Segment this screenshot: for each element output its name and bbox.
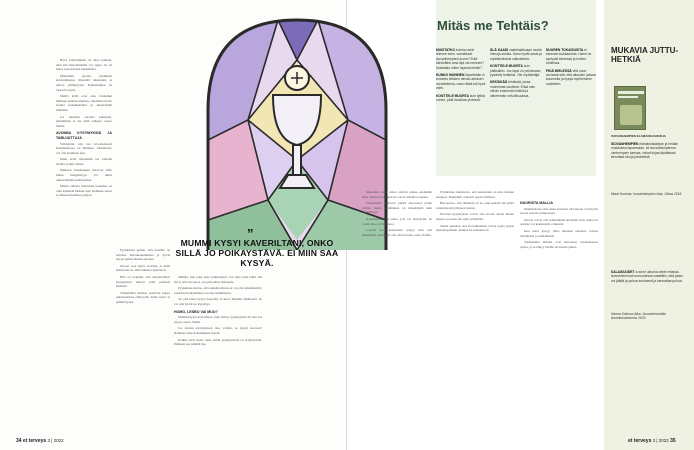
paragraph: Pyykkönen kertoo, että sielunhoidossa ei voi olla kaikkitietävä. Jokainen kohtaaminen on oma maailmansa. — [174, 286, 262, 295]
qa-lead: KONTTELE MUORTA — [436, 93, 469, 98]
qa-text: tehtävää, jossa molemmat nauttivat. Ehkä vain vähän enemmän leikkiä ja vähemmän velvollisuuksia. — [490, 80, 536, 98]
qa-column-3 — [546, 48, 598, 86]
page-number: 34 — [16, 438, 22, 444]
paragraph: Minun omassa tiedossani kokemus on ollut kaikkein tärkein asia. Rohkeus sanoa se ääneen merkitsee paljon. — [56, 184, 112, 198]
sidebar-body-2: ovat eri aikoina olleet erilaisia. Isovanhemmat nuoruudessa vaatettiin, että jotain voi jättää ja puhua avoimesti ja kannattaa puhua. — [611, 270, 683, 283]
qa-lead: KONTTELE MUORTA — [490, 64, 523, 69]
paragraph: Mummi kysyi kaveriltani, onko sillä jo poikaystävä. Ei siin saa kysyä, sanoo Selma. — [174, 315, 262, 324]
qa-lead: MUISTATKO — [436, 48, 456, 52]
qa-lead: KUNKO MUHINEN — [436, 73, 465, 78]
pull-quote: MUMMI KYSYI KAVERILTANI, ONKO SILLÄ JO POIKAYSTÄVÄ. EI MIIN SAA KYSYÄ. — [175, 238, 339, 268]
section-heading: NUORISTA MALLIA — [520, 201, 553, 205]
paragraph: Hän kertoo, että tärkeintä on se, ettei kukaan jää yksin vaikeiden kysymysten kanssa. — [436, 201, 514, 210]
paragraph: Muutama vuosi sitten alettiin puhua enemmän siitä, miten eri sukupolvet voivat kohdata toisensa. — [362, 190, 432, 199]
activity-box-title: Mitäs me Tehtäis? — [437, 18, 549, 33]
qa-item — [490, 80, 542, 98]
paragraph: Muut eivät tietenkään tee samalla tavalla, pohtii Selma. — [56, 157, 112, 166]
sidebar-body-1: elämänkäsikirjan ja heidän muistoissa tapaamaan, eli isovanhempiensa vanhempien kanssa, voivat kirjaa täyttäessä kirvoittaa kivoja juttuhetkiä. — [611, 142, 679, 160]
qa-item — [436, 94, 486, 103]
qa-item — [490, 64, 542, 77]
right-column-1 — [362, 190, 432, 239]
right-column-2 — [436, 190, 514, 235]
qa-text: ei kannata loukkaantua. Usein ne syntyvät kiireessä ja hetken tunteissa. — [546, 48, 592, 66]
paragraph: Selma ajattelee, että isovanhemmat voivat oppia paljon lapsenlapsiltaan, kunhan he kuuntelevat. — [436, 223, 514, 233]
sidebar-text-2 — [611, 270, 687, 283]
left-column-3 — [174, 275, 262, 349]
paragraph: Hän on kokenut, että uskonnolliset kysymykset tulevat esiin pienissä hetkissä. — [116, 274, 170, 289]
section-heading: HOMO, LESBO VAI MUU? — [174, 309, 218, 314]
paragraph: Jos tekisin kysymyksen itse, voisiko se kysyä suoraan? Rohkeus tulee kokemuksen myötä. — [174, 326, 262, 335]
quote-mark: ” — [247, 226, 254, 241]
right-footer — [628, 438, 676, 444]
left-footer — [16, 438, 64, 444]
paragraph: Vanhemmat saattavat pelätä sanovansa jotain väärin, mutta yrittäminen on tärkeämpää kuin täydellisyys. — [362, 201, 432, 215]
paragraph: Jos mustista asioista puhutaan, puhuminen ei ole enää vaikeaa, sanoo Selma. — [56, 114, 112, 128]
qa-text: kuinka usein teimme esim. varrakkaat isovanhempiesi luona? Entä kärsivätkö oma läpi vai mennee? Muistatko miten lapsina tehtiin? — [436, 48, 485, 70]
paragraph: Vanhemmat ihmiset saattavat kokea uskonasioissa etäisyyttä, mutta nuori ei pelkää kysyä. — [116, 290, 170, 304]
paragraph: Hyvä kohtaaminen on aitoa puhetta, eikä sitä harjoittamalla voi oppia. Se on myös tasavertaista kuulemista. — [56, 58, 112, 72]
book-cover-image — [614, 86, 646, 130]
paragraph: Pyykkönen puhuu, että nuorilla on erilaisia kasvukokemuksia ja hyviä tapoja puhua mielen asioista. — [116, 248, 170, 262]
qa-text: että nuori arvostaa sitä, että aikuinen jaksaa kuunnella ja kysyä myöhemmin uudelleen. — [546, 68, 596, 86]
qa-lead: NUOREN TOKAISUISTA — [546, 48, 584, 52]
sidebar-title: MUKAVIA JUTTU-HETKIÄ — [611, 46, 679, 64]
sidebar-credit-1: Mauri Kunnas: Isovanhempien kirja. Otava 2016. — [611, 192, 683, 196]
paragraph: Nuoret voivat olla esimerkkinä aikuisille siitä, miten eri asioista voi keskustella rohkeasti. — [520, 217, 598, 227]
paragraph: Vanhemmat ihmiset ovat kasvaneet toisenlaisessa ajassa, ja se näkyy heidän tavassaan puhua. — [520, 240, 598, 249]
paragraph: Kohtaaminen on taitoa, jota voi harjoitella. Se vaatii aikaa ja läsnäoloa. — [362, 216, 432, 226]
paragraph: Kun nuori kysyy, tulisi aikuisen uskaltaa vastata rehellisesti ja rauhallisesti. — [520, 228, 598, 238]
section-heading: AVOIMIA KYSYMYKSIÄ JA TABUJUTTUJA — [56, 131, 112, 140]
paragraph: Meillä kyllä ovat oma vanhempi ihminen ajattelu kaksista, rikollinen hyvin isoiksi kokemuksiksi ja ulkonaisille ihmisille. — [56, 94, 112, 112]
sidebar-text-1 — [611, 142, 687, 160]
qa-text: vaatekaikkuaan osoita hienoja asioita. Sano hyvät sanat ja myötätuntoisia vaikutelmia. — [490, 48, 542, 61]
right-column-3 — [520, 198, 598, 251]
qa-text: kuin pitäisiäkin. Jos lapsi on peloissaan, pysähdy hetkeksi. Ole myötäeläjä. — [490, 64, 542, 78]
sidebar — [604, 0, 694, 450]
sidebar-lead-1: ISOVANHEMPIEN — [611, 142, 639, 146]
issue-number: 3 | 2022 — [47, 438, 64, 443]
qa-text: läpsettiään ei tunnettu leikkien olevan aikuisen arvostelemia, vaan niistä tuli hyvä mieli. — [436, 73, 486, 91]
qa-lead: PIDÄ MIELESSÄ — [546, 68, 572, 73]
qa-lead: ÄLÄ KAADI — [490, 48, 509, 52]
sidebar-lead-2: SALAISUUDET — [611, 270, 635, 274]
paragraph: Se, että nuori kysyy kaverilta, ei kerro mistään vähäisestä. Se voi olla hyvin iso kysymys. — [174, 297, 262, 306]
qa-item — [490, 48, 542, 61]
paragraph: Nuorten kysymykset voivat olla suoria, mutta niiden takana on usein aito halu ymmärtää. — [436, 212, 514, 221]
book-caption: ISOVANHEMPIEN ELÄMÄNKÄSIKIRJA — [611, 134, 666, 138]
page-number: 35 — [670, 438, 676, 444]
left-column-1 — [56, 58, 112, 200]
book-title-bar — [618, 91, 644, 94]
sidebar-credit-2: Hanna Soilumo Aiko: Isovanhemmilla. Aurinkokustannus 2020. — [611, 312, 667, 321]
issue-number: 3 | 2022 — [652, 438, 669, 443]
paragraph: Mummolassa olen usein kokenut, että nuoret ovat hyvin suoria asioista puhuessaan. — [520, 206, 598, 216]
qa-item — [546, 69, 598, 87]
book-illustration — [620, 105, 642, 125]
qa-item — [546, 48, 598, 66]
qa-column-1 — [436, 48, 486, 102]
paragraph: Pyykkönen muistuttaa, että keskustelu on aina kahden kauppaa. Kumpikin osapuoli oppii toisiltaan. — [436, 190, 514, 199]
paragraph: Ymmärrän, että tosi ortodoksisesti kristinuskossa on ihminen. Sielunhoito voi olla henkinen asia. — [56, 141, 112, 155]
qa-item — [436, 73, 486, 91]
qa-text: kuin tyttöä ennen, pidä hauskaa yhdessä. — [436, 93, 485, 103]
book-subtitle-bar — [618, 96, 638, 98]
magazine-brand: et terveys — [628, 438, 652, 444]
paragraph: Mielestäni puolen ottaminen kohtaamisessa ilmentää rakkauden ja armon ymmärrystä. Kohtaaminen on vastavuoroista. — [56, 73, 112, 92]
paragraph: Kaikki eivät tiedä, onko heillä poikaystävää tai tyttöystävää. Ihminen saa päättää itse. — [174, 337, 262, 347]
paragraph: Nuoret ovat myös avoimia, ja heitä kiinnostaa se, mitä aikuiset ajattelevat. — [116, 263, 170, 273]
qa-item — [436, 48, 486, 70]
paragraph: miltään, kun joku aina loukkaantuu. Jos siten saisi tehtä. On hyvä, että saa sanoa, jos joku ahtaa tilannetta. — [174, 275, 262, 284]
magazine-brand: et terveys — [22, 438, 47, 444]
qa-lead: KEKSIKÄÄ — [490, 80, 508, 85]
left-column-2 — [116, 248, 170, 307]
qa-column-2 — [490, 48, 542, 98]
paragraph: Ihmisten kokemukset kertovat siitä, miten hengellisyys voi tukea rakkaudellista kohtaamista. — [56, 168, 112, 182]
paragraph: Lopulta hyvä keskustelu syntyy siitä, että molemmat uskaltavat olla oma itsensä, sanoo Selma. — [362, 228, 432, 237]
